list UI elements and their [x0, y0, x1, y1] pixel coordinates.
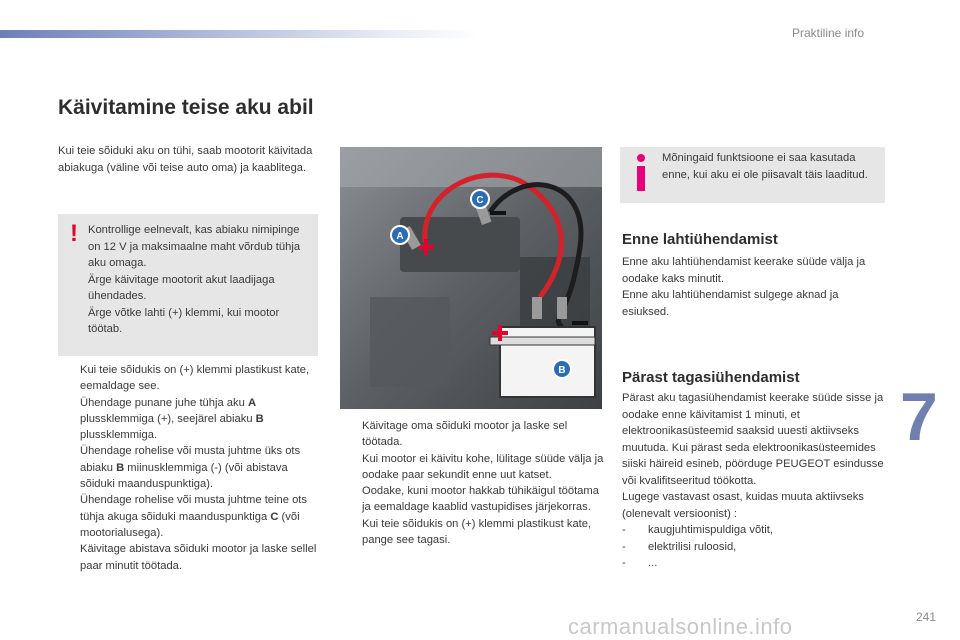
engine-bay-illustration	[340, 147, 602, 409]
warning-text	[88, 222, 310, 338]
label-b: B	[558, 365, 566, 376]
steps-left-list	[58, 362, 320, 574]
intro-paragraph: Kui teie sõiduki aku on tühi, saab mootorit käivitada abiakuga (väline või teise auto oma) ja kaablitega.	[58, 145, 313, 174]
list-item: Ühendage rohelise või musta juhtme teine ots tühja akuga sõiduki maanduspunktiga C (või mootorialusega).	[80, 494, 307, 539]
label-c: C	[476, 195, 484, 206]
list-item: Kui teie sõidukis on (+) klemmi plastikust kate, eemaldage see.	[80, 364, 310, 393]
list-item: Kui teie sõidukis on (+) klemmi plastikust kate, pange see tagasi.	[362, 517, 592, 547]
steps-middle-list	[340, 418, 605, 548]
list-item: Ühendage punane juhe tühja aku A plussklemmiga (+), seejärel abiaku B plussklemmiga.	[80, 396, 264, 442]
disconnect-text: Enne aku lahtiühendamist keerake süüde välja ja oodake kaks minutit. Enne aku lahtiühendamist sulgege aknad ja esiuksed.	[622, 256, 866, 318]
warning-line: Ärge võtke lahti (+) klemmi, kui mootor töötab.	[88, 306, 280, 335]
list-item: Ühendage rohelise või musta juhtme üks ots abiaku B miinusklemmiga (-) (või abistava sõiduki maanduspunktiga).	[80, 445, 301, 491]
heading-disconnect: Enne lahtiühendamist	[622, 231, 778, 248]
list-item: - ...	[622, 557, 658, 569]
page-number: 241	[916, 610, 937, 624]
info-icon	[634, 153, 648, 193]
jump-start-photo	[340, 147, 602, 409]
section-header: Praktiline info	[792, 26, 865, 40]
list-item: - elektrilisi ruloosid,	[622, 540, 737, 553]
list-item: Oodake, kuni mootor hakkab tühikäigul töötama ja eemaldage kaablid vastupidises järjekorras.	[362, 485, 599, 514]
list-item: Käivitage abistava sõiduki mootor ja laske sellel paar minutit töötada.	[80, 543, 317, 572]
list-item: - kaugjuhtimispuldiga võtit,	[622, 524, 773, 536]
heading-after-reconnect: Pärast tagasiühendamist	[622, 369, 800, 386]
after-reconnect-text: Pärast aku tagasiühendamist keerake süüde sisse ja oodake enne käivitamist 1 minuti, et elektroonikasüsteemid saaksid uuesti aktiivseks muutuda. Kui pärast seda elektroonikasüsteemides siiski häireid esineb, pöörduge PEUGEOT esindusse või kvalifitseeritud töökotta. Lugege vastavast osast, kuidas muuta aktiivseks (olenevalt versioonist) : - kaugjuhtimispuldiga võtit, - elektrilisi ruloosid, - ...	[622, 390, 884, 572]
info-text: Mõningaid funktsioone ei saa kasutada enne, kui aku ei ole piisavalt täis laaditud.	[662, 152, 868, 181]
info-box	[620, 147, 885, 203]
header-gradient-bar	[0, 30, 480, 38]
warning-icon: !	[70, 220, 78, 247]
warning-line: Ärge käivitage mootorit akut laadijaga ühendades.	[88, 273, 275, 302]
warning-line: Kontrollige eelnevalt, kas abiaku nimipinge on 12 V ja maksimaalne maht võrdub tühja aku omaga.	[88, 224, 301, 269]
chapter-number: 7	[900, 379, 938, 455]
warning-box	[58, 214, 318, 356]
page-title: Käivitamine teise aku abil	[58, 96, 314, 119]
watermark: carmanualsonline.info	[568, 614, 793, 639]
list-item: Käivitage oma sõiduki mootor ja laske sel töötada. Kui mootor ei käivitu kohe, lülitage süüde välja ja oodake paar sekundit enne uut katset.	[362, 420, 604, 481]
label-a: A	[396, 231, 404, 242]
